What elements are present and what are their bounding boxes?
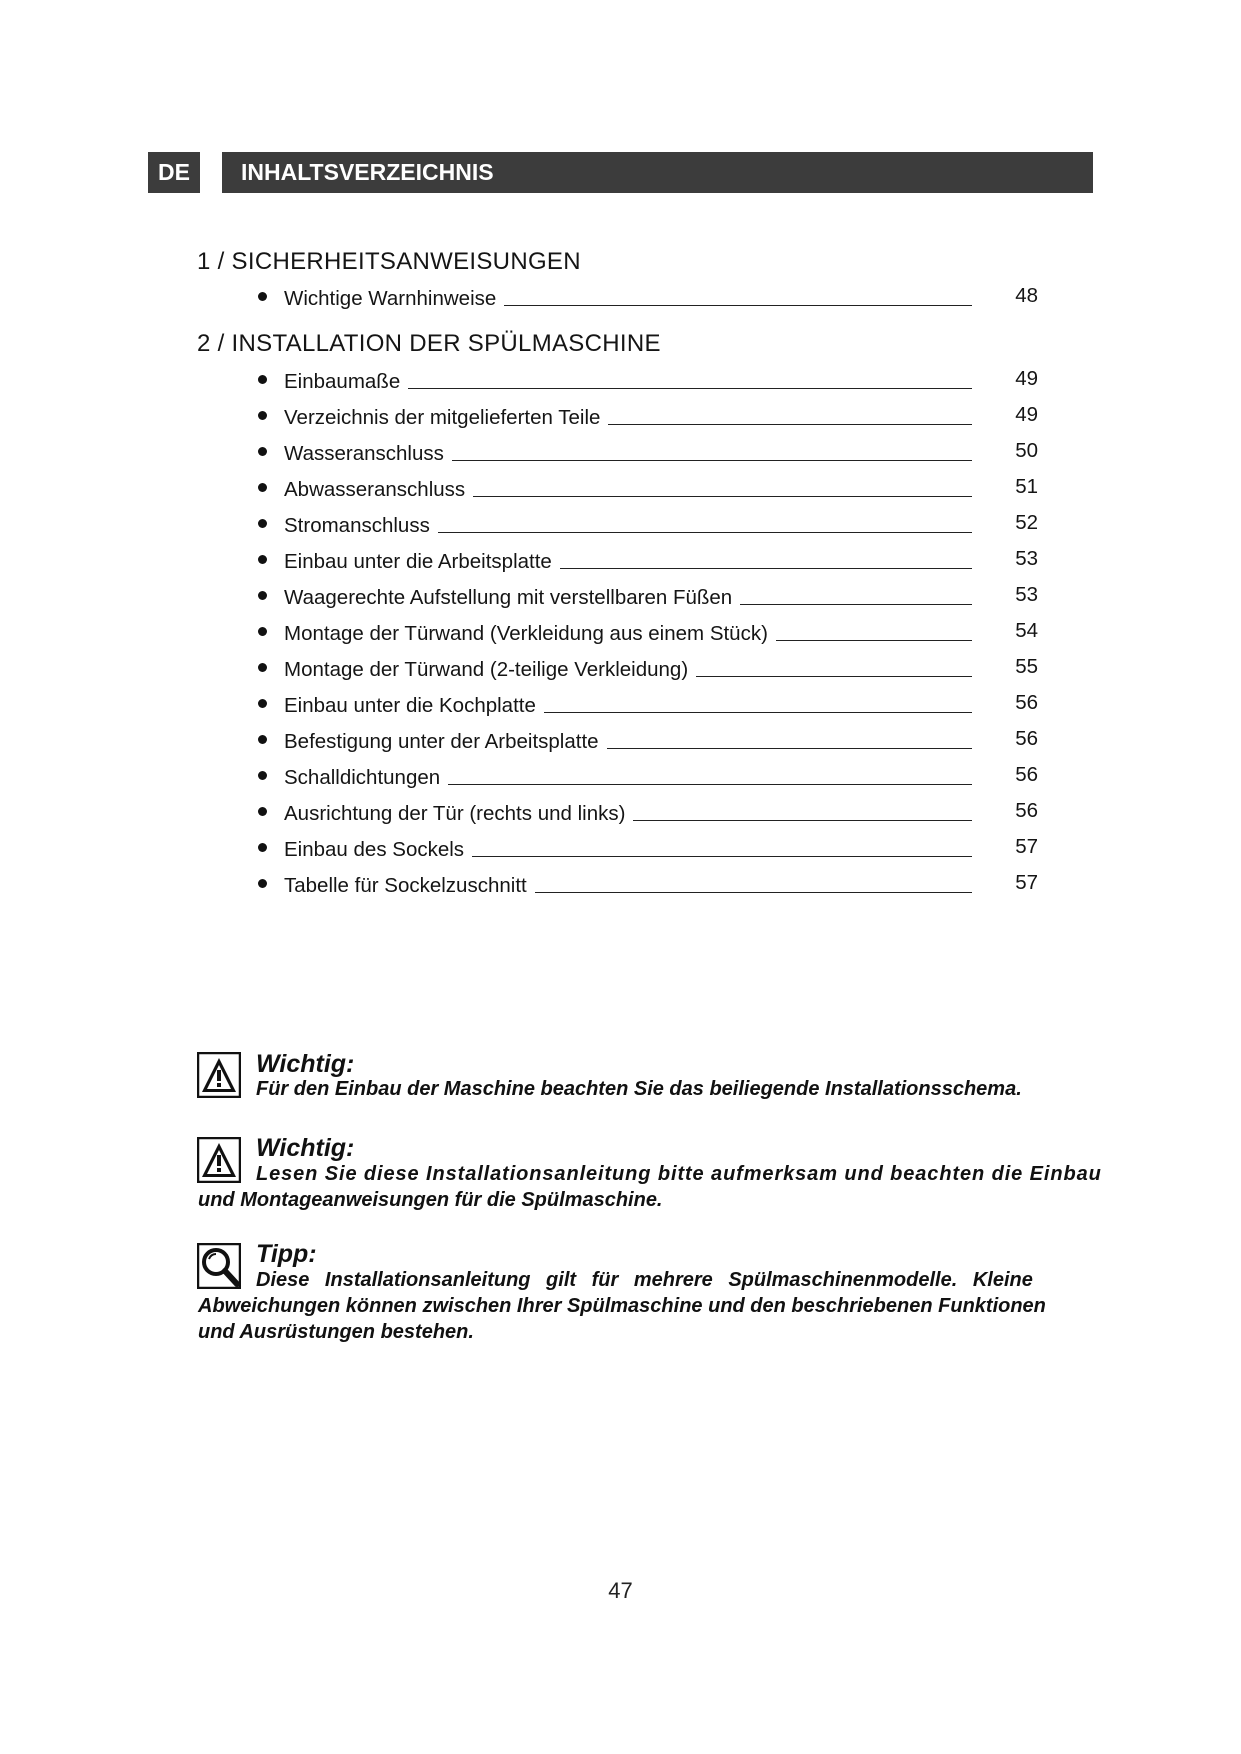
note-title: Wichtig: — [256, 1134, 355, 1162]
toc-item-label: Montage der Türwand (Verkleidung aus einem Stück) — [284, 622, 776, 646]
toc-item[interactable] — [258, 403, 1038, 434]
toc-item-page: 56 — [1015, 727, 1038, 750]
toc-item[interactable] — [258, 583, 1038, 614]
toc-item-label: Schalldichtungen — [284, 766, 448, 790]
note-text: Für den Einbau der Maschine beachten Sie das beiliegende Installationsschema. — [256, 1078, 1022, 1100]
toc-item-label: Stromanschluss — [284, 514, 438, 538]
bullet — [258, 699, 267, 708]
bullet — [258, 879, 267, 888]
warning-icon — [197, 1052, 241, 1098]
toc-item-page: 56 — [1015, 691, 1038, 714]
toc-item[interactable] — [258, 439, 1038, 470]
toc-item-page: 51 — [1015, 475, 1038, 498]
page-title: INHALTSVERZEICHNIS — [222, 152, 1093, 193]
toc-item-page: 49 — [1015, 367, 1038, 390]
toc-item-page: 56 — [1015, 799, 1038, 822]
toc-item-label: Wasseranschluss — [284, 442, 452, 466]
toc-item-page: 49 — [1015, 403, 1038, 426]
bullet — [258, 411, 267, 420]
note-text-line: Lesen Sie diese Installationsanleitung bitte aufmerksam und beachten die Einbau — [256, 1163, 1102, 1185]
toc-item[interactable] — [258, 655, 1038, 686]
toc-item-label: Verzeichnis der mitgelieferten Teile — [284, 406, 608, 430]
toc-item-label: Montage der Türwand (2-teilige Verkleidung) — [284, 658, 696, 682]
toc-item-label: Befestigung unter der Arbeitsplatte — [284, 730, 607, 754]
bullet — [258, 771, 267, 780]
toc-item[interactable] — [258, 727, 1038, 758]
toc-item-label: Waagerechte Aufstellung mit verstellbaren Füßen — [284, 586, 740, 610]
language-badge: DE — [148, 152, 200, 193]
note-title: Wichtig: — [256, 1050, 355, 1078]
toc-item[interactable] — [258, 619, 1038, 650]
toc-item-page: 48 — [1015, 284, 1038, 307]
toc-item-label: Tabelle für Sockelzuschnitt — [284, 874, 535, 898]
toc-item[interactable] — [258, 475, 1038, 506]
bullet — [258, 447, 267, 456]
toc-item[interactable] — [258, 691, 1038, 722]
bullet — [258, 292, 267, 301]
note-text-line: und Montageanweisungen für die Spülmaschine. — [198, 1189, 663, 1211]
bullet — [258, 735, 267, 744]
toc-item-page: 53 — [1015, 547, 1038, 570]
toc-item-page: 57 — [1015, 835, 1038, 858]
toc-item-page: 53 — [1015, 583, 1038, 606]
bullet — [258, 483, 267, 492]
bullet — [258, 555, 267, 564]
toc-item-label: Einbau des Sockels — [284, 838, 472, 862]
section-heading-safety: 1 / SICHERHEITSANWEISUNGEN — [197, 248, 581, 275]
page-number: 47 — [608, 1578, 633, 1603]
toc-item-label: Einbau unter die Kochplatte — [284, 694, 544, 718]
toc-item-label: Abwasseranschluss — [284, 478, 473, 502]
bullet — [258, 843, 267, 852]
bullet — [258, 807, 267, 816]
toc-item-page: 55 — [1015, 655, 1038, 678]
toc-item[interactable] — [258, 511, 1038, 542]
toc-item-page: 57 — [1015, 871, 1038, 894]
bullet — [258, 663, 267, 672]
note-text-line: Abweichungen können zwischen Ihrer Spülmaschine und den beschriebenen Funktionen — [198, 1295, 1046, 1317]
toc-item-page: 54 — [1015, 619, 1038, 642]
magnifier-icon — [197, 1243, 241, 1289]
note-text-line: Diese Installationsanleitung gilt für mehrere Spülmaschinenmodelle. Kleine — [256, 1269, 1033, 1291]
note-title: Tipp: — [256, 1240, 317, 1268]
toc-item[interactable] — [258, 763, 1038, 794]
toc-item-label: Einbau unter die Arbeitsplatte — [284, 550, 560, 574]
toc-item[interactable] — [258, 799, 1038, 830]
bullet — [258, 519, 267, 528]
toc-item-label: Ausrichtung der Tür (rechts und links) — [284, 802, 633, 826]
toc-item[interactable] — [258, 547, 1038, 578]
bullet — [258, 375, 267, 384]
note-text-line: und Ausrüstungen bestehen. — [198, 1321, 474, 1343]
bullet — [258, 591, 267, 600]
toc-item-label: Wichtige Warnhinweise — [284, 287, 504, 311]
warning-icon — [197, 1137, 241, 1183]
toc-item-label: Einbaumaße — [284, 370, 408, 394]
section-heading-installation: 2 / INSTALLATION DER SPÜLMASCHINE — [197, 330, 661, 357]
toc-item[interactable] — [258, 367, 1038, 398]
bullet — [258, 627, 267, 636]
toc-item[interactable] — [258, 871, 1038, 902]
toc-item-page: 50 — [1015, 439, 1038, 462]
toc-item-page: 52 — [1015, 511, 1038, 534]
toc-item-page: 56 — [1015, 763, 1038, 786]
toc-item[interactable] — [258, 835, 1038, 866]
toc-item[interactable] — [258, 284, 1038, 315]
